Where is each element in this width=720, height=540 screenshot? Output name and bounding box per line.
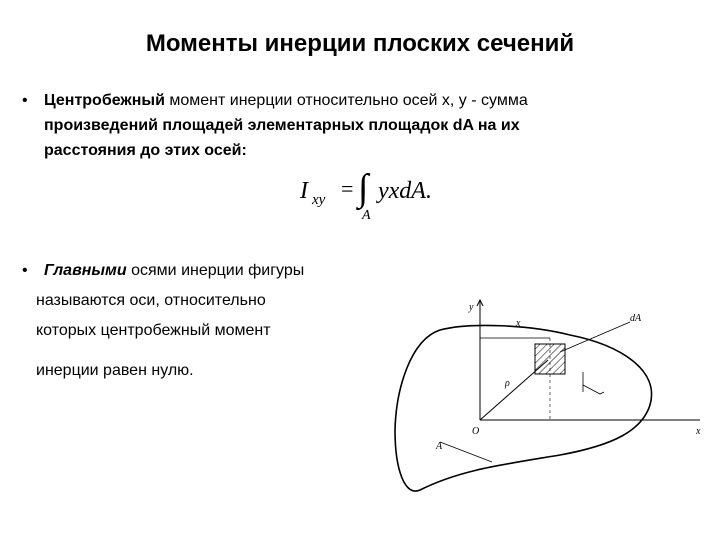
A-leader: [440, 442, 492, 462]
label-origin: O: [472, 426, 480, 437]
slide-title: Моменты инерции плоских сечений: [145, 30, 575, 57]
radius-rho: [480, 360, 548, 420]
bullet2-line4: инерции равен нулю.: [36, 362, 194, 379]
label-x-axis: x: [696, 426, 701, 437]
bullet-marker: •: [22, 262, 28, 279]
y-distance-arrow: [583, 385, 604, 394]
label-y: y: [469, 302, 474, 313]
bullet2-line2: называются оси, относительно: [36, 292, 266, 309]
dA-leader: [560, 322, 630, 352]
element-dA: [535, 344, 565, 374]
formula-integrand: yxdA.: [378, 178, 432, 204]
label-A: A: [436, 441, 443, 452]
formula-equals: =: [341, 176, 354, 201]
label-rho: ρ: [505, 378, 510, 389]
bullet2-line3: которых центробежный момент: [36, 322, 271, 339]
formula-subscript: xy: [312, 192, 326, 208]
figure-outline: [395, 325, 652, 491]
term-centrifugal: Центробежный: [44, 92, 165, 109]
formula-lhs: I: [300, 178, 308, 204]
label-dA: dA: [630, 313, 642, 324]
bullet1-line1-rest: момент инерции относительно осей x, y - сумма: [164, 92, 528, 109]
label-x-inner: x: [516, 318, 521, 329]
bullet-marker: •: [22, 92, 28, 109]
bullet2-line1-rest: осями инерции фигуры: [126, 262, 305, 279]
integral-sign: ∫: [358, 167, 369, 209]
bullet1-line2: произведений площадей элементарных площадок dA на их: [44, 117, 520, 134]
formula-lower-limit: A: [362, 208, 371, 223]
term-principal: Главными: [44, 262, 127, 279]
bullet1-line3: расстояния до этих осей:: [44, 142, 247, 159]
